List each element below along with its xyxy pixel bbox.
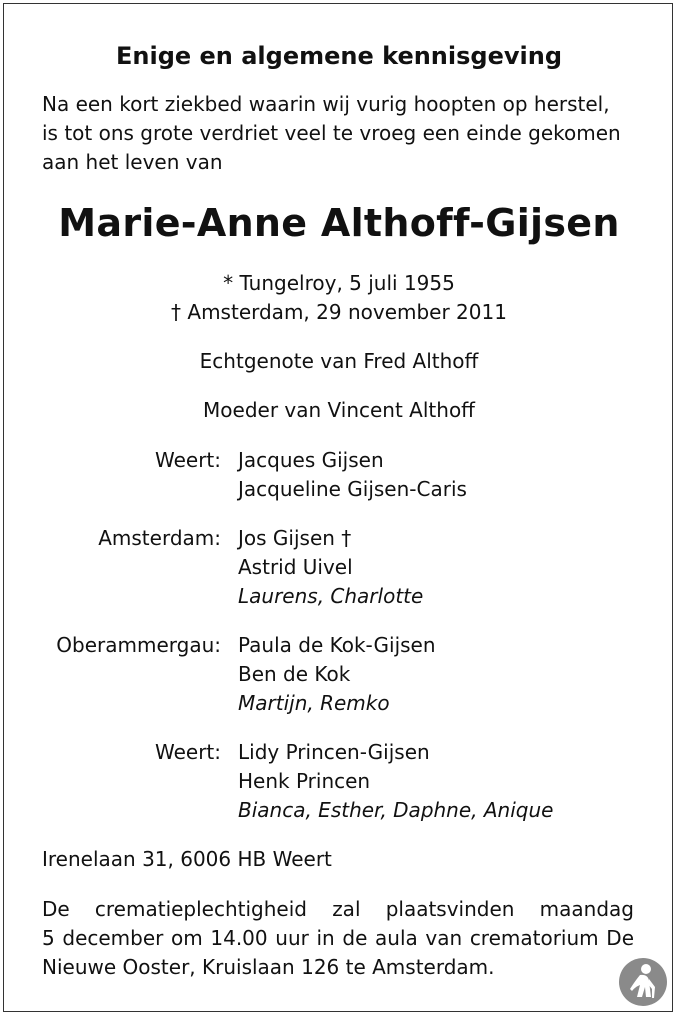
family-place: Oberammergau: bbox=[56, 633, 221, 657]
family-member: Jacques Gijsen bbox=[238, 448, 384, 472]
family-member: Jacqueline Gijsen-Caris bbox=[238, 477, 467, 501]
family-member: Henk Princen bbox=[238, 769, 371, 793]
family-names bbox=[238, 524, 423, 611]
family-member: Ben de Kok bbox=[238, 662, 351, 686]
family-member: Paula de Kok-Gijsen bbox=[238, 633, 436, 657]
family-names bbox=[238, 446, 467, 504]
notice-heading: Enige en algemene kennisgeving bbox=[116, 42, 562, 70]
address: Irenelaan 31, 6006 HB Weert bbox=[42, 847, 332, 871]
family-member: Astrid Uivel bbox=[238, 555, 353, 579]
cremation-line: De crematieplechtigheid zal plaatsvinden maandag bbox=[42, 897, 634, 921]
family-place: Weert: bbox=[154, 740, 221, 764]
intro-line: is tot ons grote verdriet veel te vroeg een einde gekomen bbox=[42, 121, 621, 145]
family-names bbox=[238, 738, 553, 825]
cremation-text bbox=[42, 895, 634, 982]
family-children: Martijn, Remko bbox=[238, 691, 390, 715]
family-children: Laurens, Charlotte bbox=[238, 584, 424, 608]
death-line: † Amsterdam, 29 november 2011 bbox=[171, 300, 507, 324]
intro-line: Na een kort ziekbed waarin wij vurig hoopten op herstel, bbox=[42, 92, 610, 116]
intro-line: aan het leven van bbox=[42, 150, 223, 174]
spouse-line: Echtgenote van Fred Althoff bbox=[199, 349, 479, 373]
family-member: Lidy Princen-Gijsen bbox=[238, 740, 430, 764]
family-member: Jos Gijsen † bbox=[238, 526, 352, 550]
family-place: Weert: bbox=[154, 448, 221, 472]
birth-line: * Tungelroy, 5 juli 1955 bbox=[223, 271, 455, 295]
family-place: Amsterdam: bbox=[98, 526, 221, 550]
intro-text bbox=[42, 90, 642, 177]
memorial-figure-logo-icon bbox=[618, 957, 668, 1007]
cremation-line: Nieuwe Ooster, Kruislaan 126 te Amsterdam. bbox=[42, 955, 495, 979]
child-line: Moeder van Vincent Althoff bbox=[203, 398, 475, 422]
family-names bbox=[238, 631, 436, 718]
family-children: Bianca, Esther, Daphne, Anique bbox=[238, 798, 554, 822]
deceased-name: Marie-Anne Althoff-Gijsen bbox=[58, 201, 620, 245]
cremation-line: 5 december om 14.00 uur in de aula van crematorium De bbox=[42, 926, 634, 950]
